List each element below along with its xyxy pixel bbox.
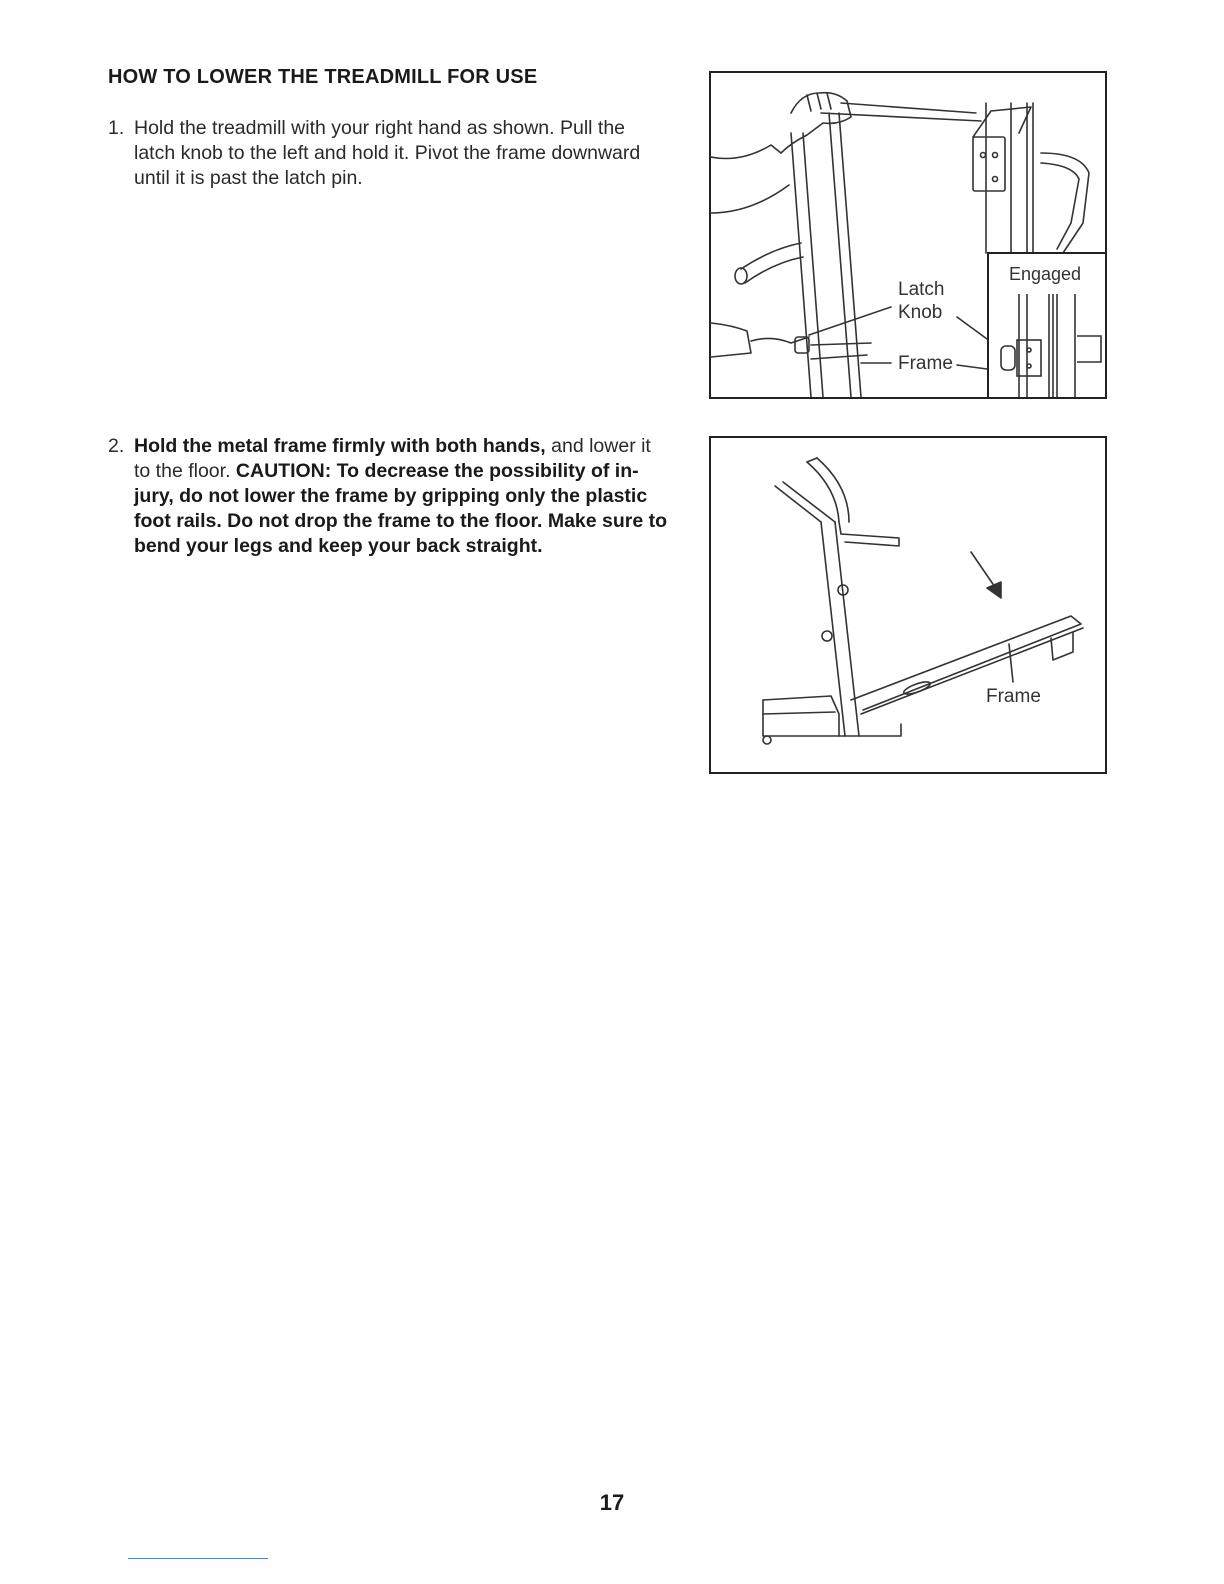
step-2-plain-1: and lower it xyxy=(545,435,651,457)
knob-label: Knob xyxy=(898,302,943,323)
caution-text-2: jury, do not lower the frame by gripping only the plastic xyxy=(134,485,648,507)
engaged-label: Engaged xyxy=(1009,264,1082,284)
engaged-inset xyxy=(987,252,1107,399)
step-2-line-4 xyxy=(134,509,680,534)
frame-label: Frame xyxy=(898,353,953,374)
step-2-line-1 xyxy=(134,434,680,459)
latch-label: Latch xyxy=(898,279,945,300)
step-1-number: 1. xyxy=(108,117,125,139)
step-1-line-1: Hold the treadmill with your right hand as shown. Pull the xyxy=(134,117,626,139)
page-heading: HOW TO LOWER THE TREADMILL FOR USE xyxy=(108,66,538,88)
frame-label-2: Frame xyxy=(986,686,1041,707)
step-2-plain-2: to the floor. xyxy=(134,460,236,482)
step-2-line-3 xyxy=(134,484,680,509)
step-1-line-2: latch knob to the left and hold it. Pivot the frame downward xyxy=(134,142,641,164)
lowering-illustration xyxy=(709,436,1107,774)
caution-text-4: bend your legs and keep your back straight. xyxy=(134,535,543,557)
latch-illustration xyxy=(709,71,1107,399)
step-1 xyxy=(108,116,680,191)
step-2-bold-instruction: Hold the metal frame firmly with both hands, xyxy=(134,435,546,457)
step-1-line-3: until it is past the latch pin. xyxy=(134,167,363,189)
caution-label: CAUTION: xyxy=(235,460,332,482)
caution-text-3: foot rails. Do not drop the frame to the floor. Make sure to xyxy=(134,510,668,532)
treadmill-drawing xyxy=(711,438,1105,772)
caution-text-1: To decrease the possibility of in- xyxy=(331,460,639,482)
page-number: 17 xyxy=(599,1490,625,1515)
step-2-line-2 xyxy=(134,459,680,484)
step-2-line-5 xyxy=(134,534,680,559)
step-2-number: 2. xyxy=(108,435,125,457)
footer-rule xyxy=(128,1558,268,1559)
step-2 xyxy=(108,434,680,559)
